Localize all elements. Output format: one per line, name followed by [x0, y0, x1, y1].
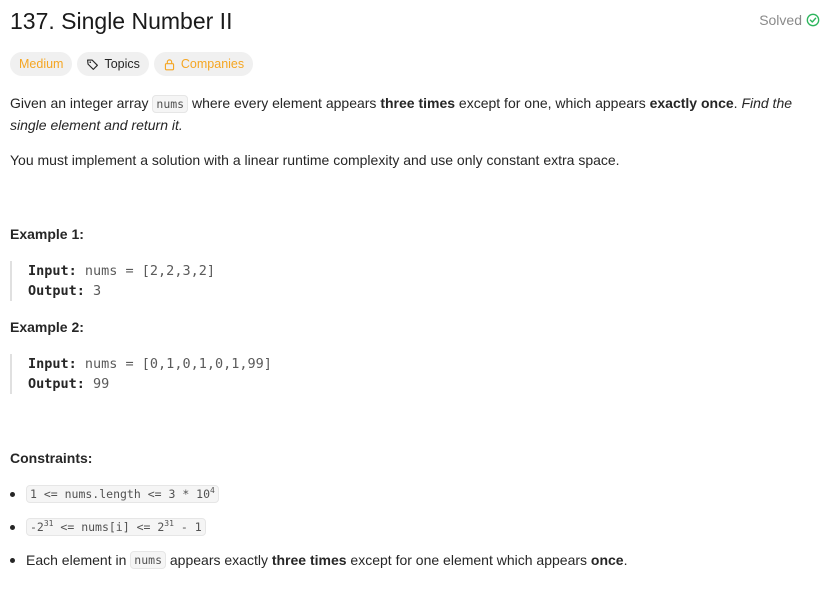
companies-label: Companies	[180, 57, 245, 71]
text: .	[623, 552, 628, 568]
output-label: Output:	[28, 283, 85, 299]
example-1-block	[10, 261, 215, 301]
solved-label: Solved	[759, 12, 802, 28]
constraint-item	[10, 485, 219, 503]
difficulty-label: Medium	[19, 57, 64, 71]
output-value: 3	[84, 283, 102, 299]
topics-label: Topics	[104, 57, 140, 71]
text: Each element in	[26, 552, 131, 568]
bold-text: three times	[271, 552, 347, 568]
companies-button[interactable]	[154, 52, 253, 76]
bold-text: once	[590, 552, 624, 568]
problem-title: 137. Single Number II	[10, 8, 233, 34]
superscript: 4	[210, 486, 215, 496]
code-text: 1 <= nums.length <= 3 * 10	[30, 487, 211, 501]
code-text: -2	[30, 520, 44, 534]
constraint-item	[10, 551, 628, 569]
example-output-line	[28, 374, 272, 394]
input-value: nums = [2,2,3,2]	[76, 263, 215, 279]
text: except for one element which appears	[346, 552, 591, 568]
text: except for one, which appears	[455, 95, 650, 111]
example-input-line	[28, 354, 272, 374]
description-paragraph-1	[10, 93, 822, 136]
bullet-dot	[10, 492, 15, 497]
code-text: <= nums[i] <= 2	[53, 520, 165, 534]
check-circle-icon	[806, 13, 820, 27]
input-value: nums = [0,1,0,1,0,1,99]	[76, 356, 272, 372]
tag-row	[10, 52, 253, 76]
code-text: - 1	[173, 520, 202, 534]
example-1-heading: Example 1:	[10, 226, 84, 242]
solved-indicator	[759, 12, 820, 28]
topics-button[interactable]	[77, 52, 148, 76]
bullet-dot	[10, 525, 15, 530]
example-input-line	[28, 261, 215, 281]
inline-code	[26, 518, 206, 536]
input-label: Input:	[28, 356, 77, 372]
inline-code: nums	[152, 95, 188, 113]
text: Given an integer array	[10, 95, 153, 111]
description-paragraph-2: You must implement a solution with a linear runtime complexity and use only constant extra space.	[10, 152, 620, 168]
constraint-item	[10, 518, 206, 536]
text: .	[733, 95, 742, 111]
constraints-heading: Constraints:	[10, 450, 93, 466]
text: appears exactly	[166, 552, 272, 568]
example-2-block	[10, 354, 272, 394]
difficulty-badge	[10, 52, 72, 76]
lock-icon	[163, 58, 176, 71]
italic-text: Find the single element and return it.	[10, 95, 793, 133]
tag-icon	[86, 58, 99, 71]
bold-text: three times	[380, 95, 456, 111]
example-2-heading: Example 2:	[10, 319, 84, 335]
output-value: 99	[84, 376, 110, 392]
text: where every element appears	[188, 95, 381, 111]
superscript: 31	[164, 519, 174, 529]
bullet-dot	[10, 558, 15, 563]
inline-code: nums	[130, 551, 166, 569]
input-label: Input:	[28, 263, 77, 279]
example-output-line	[28, 281, 215, 301]
bold-text: exactly once	[649, 95, 734, 111]
inline-code	[26, 485, 219, 503]
output-label: Output:	[28, 376, 85, 392]
superscript: 31	[43, 519, 54, 529]
